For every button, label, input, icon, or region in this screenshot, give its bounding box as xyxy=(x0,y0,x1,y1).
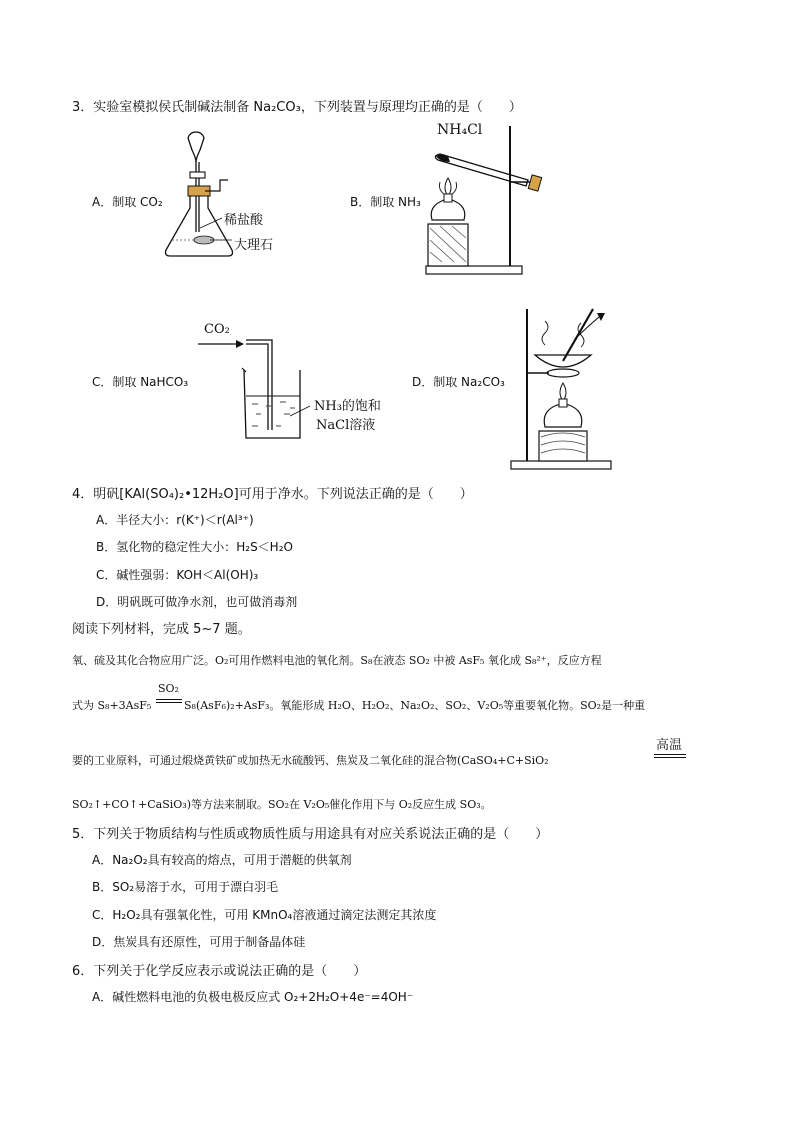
reaction-arrow-bar xyxy=(654,754,686,755)
q4-option-a: A．半径大小：r(K⁺)＜r(Al³⁺) xyxy=(96,513,254,527)
q5-option-a: A．Na₂O₂具有较高的熔点，可用于潜艇的供氧剂 xyxy=(92,853,352,867)
q4-option-b: B．氢化物的稳定性大小：H₂S＜H₂O xyxy=(96,540,293,554)
reaction-condition-heat: 高温 xyxy=(656,738,683,753)
q4-option-d: D．明矾既可做净水剂，也可做消毒剂 xyxy=(96,595,298,609)
na2co3-apparatus-figure xyxy=(505,305,625,473)
q3-stem: 3．实验室模拟侯氏制碱法制备 Na₂CO₃，下列装置与原理均正确的是（ ） xyxy=(72,100,522,115)
q6-option-a: A．碱性燃料电池的负极电极反应式 O₂+2H₂O+4e⁻=4OH⁻ xyxy=(92,990,414,1004)
q4-option-c: C．碱性强弱：KOH＜Al(OH)₃ xyxy=(96,568,259,582)
q3-option-d-label: D．制取 Na₂CO₃ xyxy=(412,375,505,389)
q5-option-c: C．H₂O₂具有强氧化性，可用 KMnO₄溶液通过滴定法测定其浓度 xyxy=(92,908,437,922)
material-line-2-end: S₈(AsF₆)₂+AsF₃。氧能形成 H₂O、H₂O₂、Na₂O₂、SO₂、V₂O₅等重要氧化物。SO₂是一种重 xyxy=(184,699,646,712)
material-line-2-start: 式为 S₈+3AsF₅ xyxy=(72,699,152,712)
nahco3-apparatus-figure xyxy=(196,334,316,444)
material-line-1: 氧、硫及其化合物应用广泛。O₂可用作燃料电池的氧化剂。S₈在液态 SO₂ 中被 AsF₅ 氧化成 S₈²⁺，反应方程 xyxy=(72,654,602,667)
marble-label: 大理石 xyxy=(234,238,274,253)
nh4cl-label: NH₄Cl xyxy=(437,122,483,138)
nh3-apparatus-figure xyxy=(418,120,558,280)
reaction-arrow-bar xyxy=(156,699,182,700)
reaction-condition-so2: SO₂ xyxy=(158,682,179,695)
q5-option-d: D．焦炭具有还原性，可用于制备晶体硅 xyxy=(92,935,306,949)
material-line-3-start: 要的工业原料，可通过煅烧黄铁矿或加热无水硫酸钙、焦炭及二氧化硅的混合物(CaSO₄+C+SiO₂ xyxy=(72,754,549,767)
co2-gas-label: CO₂ xyxy=(204,322,230,337)
q6-stem: 6．下列关于化学反应表示或说法正确的是（ ） xyxy=(72,964,367,979)
q5-option-b: B．SO₂易溶于水，可用于漂白羽毛 xyxy=(92,880,279,894)
solution-label-line2: NaCl溶液 xyxy=(316,418,376,433)
q5-stem: 5．下列关于物质结构与性质或物质性质与用途具有对应关系说法正确的是（ ） xyxy=(72,827,549,842)
q3-option-b-label: B．制取 NH₃ xyxy=(350,195,421,209)
acid-label: 稀盐酸 xyxy=(224,213,264,228)
solution-label-line1: NH₃的饱和 xyxy=(314,399,381,414)
q3-option-c-label: C．制取 NaHCO₃ xyxy=(92,375,189,389)
reaction-arrow-bar xyxy=(156,702,182,703)
reaction-arrow-bar xyxy=(654,757,686,758)
q4-stem: 4．明矾[KAl(SO₄)₂•12H₂O]可用于净水。下列说法正确的是（ ） xyxy=(72,487,473,502)
material-line-4: SO₂↑+CO↑+CaSiO₃)等方法来制取。SO₂在 V₂O₅催化作用下与 O₂反应生成 SO₃。 xyxy=(72,798,492,811)
q3-option-a-label: A．制取 CO₂ xyxy=(92,195,163,209)
reading-instruction: 阅读下列材料，完成 5~7 题。 xyxy=(72,622,251,637)
